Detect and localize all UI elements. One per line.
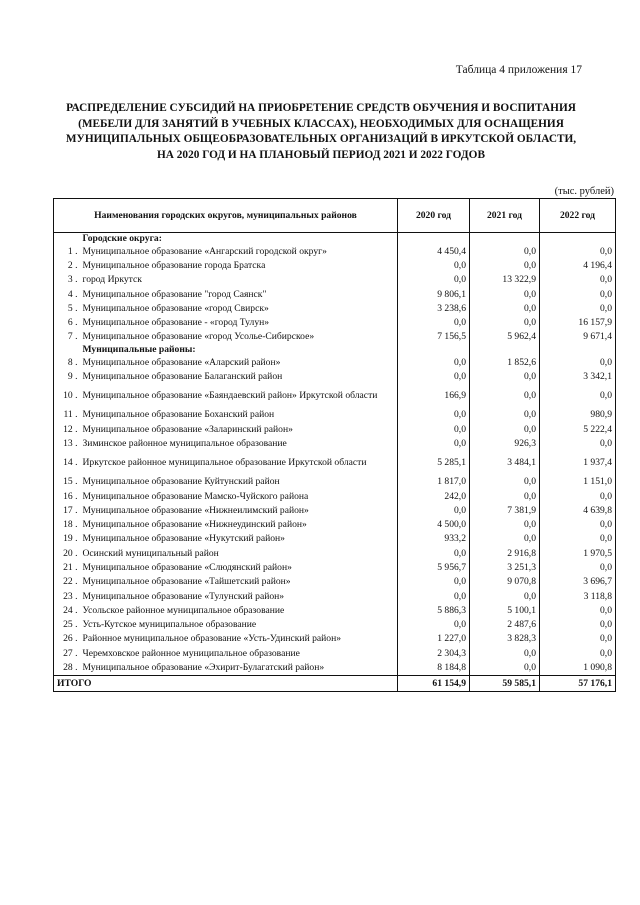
title-line: НА 2020 ГОД И НА ПЛАНОВЫЙ ПЕРИОД 2021 И 2022 ГОДОВ — [157, 148, 485, 161]
table-row — [54, 575, 616, 589]
row-name: Муниципальное образование «город Свирск» — [80, 301, 398, 315]
section-empty — [470, 233, 540, 245]
row-name: Осинский муниципальный район — [80, 546, 398, 560]
total-row — [54, 675, 616, 691]
row-number-text: 9 — [67, 371, 73, 383]
table-row — [54, 355, 616, 369]
value-2020: 0,0 — [398, 315, 470, 329]
value-2022: 0,0 — [540, 517, 616, 531]
row-name: Усть-Кутское муниципальное образование — [80, 618, 398, 632]
row-number-text: 26 — [63, 633, 73, 645]
row-name: Муниципальное образование «Тулунский район» — [80, 589, 398, 603]
section-title: Муниципальные районы: — [80, 344, 398, 355]
column-header-2021: 2021 год — [470, 199, 540, 233]
row-number — [54, 330, 80, 344]
row-number-text: 8 — [67, 356, 73, 368]
row-name: Усольское районное муниципальное образование — [80, 603, 398, 617]
table-row — [54, 408, 616, 422]
row-number — [54, 632, 80, 646]
value-2021: 0,0 — [470, 408, 540, 422]
value-2020: 1 817,0 — [398, 475, 470, 489]
value-2020: 4 450,4 — [398, 244, 470, 258]
value-2022: 0,0 — [540, 618, 616, 632]
total-2020: 61 154,9 — [398, 675, 470, 691]
appendix-note: Таблица 4 приложения 17 — [455, 64, 582, 76]
row-number-text: 10 — [63, 390, 73, 402]
row-number-dot: . — [72, 476, 78, 488]
row-name: Муниципальное образование «Тайшетский район» — [80, 575, 398, 589]
table-row — [54, 273, 616, 287]
total-2021: 59 585,1 — [470, 675, 540, 691]
value-2022: 5 222,4 — [540, 422, 616, 436]
row-number — [54, 273, 80, 287]
value-2022: 0,0 — [540, 355, 616, 369]
row-name: Муниципальное образование «Эхирит-Булагатский район» — [80, 660, 398, 675]
table-row — [54, 603, 616, 617]
value-2022: 0,0 — [540, 532, 616, 546]
value-2022: 0,0 — [540, 489, 616, 503]
value-2021: 5 100,1 — [470, 603, 540, 617]
row-number-dot: . — [72, 604, 78, 616]
value-2022: 1 937,4 — [540, 451, 616, 475]
row-number-text: 16 — [63, 490, 73, 502]
row-name: Муниципальное образование - «город Тулун» — [80, 315, 398, 329]
row-number — [54, 532, 80, 546]
table-row — [54, 384, 616, 408]
value-2022: 3 118,8 — [540, 589, 616, 603]
value-2021: 0,0 — [470, 369, 540, 383]
row-number-text: 21 — [63, 561, 73, 573]
value-2020: 0,0 — [398, 503, 470, 517]
value-2020: 5 956,7 — [398, 560, 470, 574]
row-name: Муниципальное образование «город Усолье-Сибирское» — [80, 330, 398, 344]
value-2021: 0,0 — [470, 589, 540, 603]
row-number-text: 1 — [67, 245, 73, 257]
section-row — [54, 344, 616, 355]
row-number-dot: . — [72, 302, 78, 314]
value-2022: 0,0 — [540, 560, 616, 574]
row-number-text: 4 — [67, 288, 73, 300]
row-name: Муниципальное образование "город Саянск" — [80, 287, 398, 301]
row-number — [54, 503, 80, 517]
column-header-2022: 2022 год — [540, 199, 616, 233]
row-name: Муниципальное образование «Баяндаевский район» Иркутской области — [80, 384, 398, 408]
value-2020: 0,0 — [398, 618, 470, 632]
value-2022: 4 196,4 — [540, 258, 616, 272]
value-2022: 0,0 — [540, 603, 616, 617]
table-row — [54, 422, 616, 436]
row-number-dot: . — [72, 519, 78, 531]
row-number-dot: . — [72, 423, 78, 435]
row-number-text: 12 — [63, 423, 73, 435]
title-line: (МЕБЕЛИ ДЛЯ ЗАНЯТИЙ В УЧЕБНЫХ КЛАССАХ), НЕОБХОДИМЫХ ДЛЯ ОСНАЩЕНИЯ — [78, 117, 564, 130]
row-number-dot: . — [72, 590, 78, 602]
row-number-text: 17 — [63, 504, 73, 516]
section-empty — [398, 233, 470, 245]
row-number-text: 23 — [63, 590, 73, 602]
section-empty — [540, 233, 616, 245]
row-name: Муниципальное образование города Братска — [80, 258, 398, 272]
row-number — [54, 517, 80, 531]
row-number — [54, 436, 80, 450]
value-2021: 13 322,9 — [470, 273, 540, 287]
row-number — [54, 489, 80, 503]
section-title: Городские округа: — [80, 233, 398, 245]
row-name: Муниципальное образование «Нукутский район» — [80, 532, 398, 546]
value-2020: 0,0 — [398, 546, 470, 560]
row-number-dot: . — [72, 390, 78, 402]
row-number — [54, 301, 80, 315]
table-row — [54, 244, 616, 258]
value-2021: 0,0 — [470, 646, 540, 660]
value-2021: 0,0 — [470, 532, 540, 546]
value-2022: 1 151,0 — [540, 475, 616, 489]
value-2020: 9 806,1 — [398, 287, 470, 301]
row-number-text: 27 — [63, 647, 73, 659]
row-name: Муниципальное образование «Аларский район» — [80, 355, 398, 369]
row-name: город Иркутск — [80, 273, 398, 287]
value-2020: 933,2 — [398, 532, 470, 546]
column-header-name: Наименования городских округов, муниципальных районов — [54, 199, 398, 233]
row-number-text: 11 — [63, 409, 73, 421]
value-2021: 1 852,6 — [470, 355, 540, 369]
value-2020: 1 227,0 — [398, 632, 470, 646]
section-empty — [470, 344, 540, 355]
value-2021: 9 070,8 — [470, 575, 540, 589]
table-row — [54, 546, 616, 560]
value-2021: 5 962,4 — [470, 330, 540, 344]
value-2020: 0,0 — [398, 258, 470, 272]
subsidy-table — [53, 198, 616, 692]
table-row — [54, 532, 616, 546]
value-2022: 9 671,4 — [540, 330, 616, 344]
row-number-text: 7 — [67, 331, 73, 343]
section-empty — [540, 344, 616, 355]
table-row — [54, 451, 616, 475]
value-2021: 2 487,6 — [470, 618, 540, 632]
row-name: Муниципальное образование «Ангарский городской округ» — [80, 244, 398, 258]
value-2020: 5 886,3 — [398, 603, 470, 617]
value-2021: 0,0 — [470, 517, 540, 531]
row-number-dot: . — [72, 371, 78, 383]
table-row — [54, 475, 616, 489]
row-number-dot: . — [72, 633, 78, 645]
row-number-text: 20 — [63, 547, 73, 559]
row-number — [54, 315, 80, 329]
row-number — [54, 589, 80, 603]
section-spacer — [54, 344, 80, 355]
table-row — [54, 258, 616, 272]
row-number — [54, 618, 80, 632]
units-note: (тыс. рублей) — [554, 186, 614, 197]
value-2020: 0,0 — [398, 575, 470, 589]
row-number-text: 13 — [63, 437, 73, 449]
value-2022: 3 342,1 — [540, 369, 616, 383]
document-title — [54, 101, 588, 163]
row-name: Муниципальное образование «Слюдянский район» — [80, 560, 398, 574]
section-empty — [398, 344, 470, 355]
row-number — [54, 475, 80, 489]
row-number-dot: . — [72, 437, 78, 449]
row-number-dot: . — [72, 576, 78, 588]
row-number-dot: . — [72, 647, 78, 659]
row-name: Муниципальное образование Куйтунский район — [80, 475, 398, 489]
table-row — [54, 287, 616, 301]
value-2021: 0,0 — [470, 384, 540, 408]
table-row — [54, 330, 616, 344]
row-number-dot: . — [72, 259, 78, 271]
value-2021: 2 916,8 — [470, 546, 540, 560]
table-row — [54, 369, 616, 383]
table-row — [54, 436, 616, 450]
row-number — [54, 660, 80, 675]
row-name: Муниципальное образование Мамско-Чуйского района — [80, 489, 398, 503]
value-2021: 3 484,1 — [470, 451, 540, 475]
row-number-dot: . — [72, 619, 78, 631]
value-2022: 4 639,8 — [540, 503, 616, 517]
row-number — [54, 244, 80, 258]
row-number-text: 22 — [63, 576, 73, 588]
row-number-dot: . — [72, 547, 78, 559]
value-2022: 1 970,5 — [540, 546, 616, 560]
row-number-text: 15 — [63, 476, 73, 488]
value-2020: 2 304,3 — [398, 646, 470, 660]
row-number-dot: . — [72, 457, 78, 469]
row-number-dot: . — [72, 288, 78, 300]
value-2022: 0,0 — [540, 301, 616, 315]
table-body — [54, 233, 616, 692]
value-2021: 926,3 — [470, 436, 540, 450]
row-number — [54, 451, 80, 475]
value-2022: 980,9 — [540, 408, 616, 422]
value-2020: 0,0 — [398, 369, 470, 383]
table-row — [54, 503, 616, 517]
title-line: МУНИЦИПАЛЬНЫХ ОБЩЕОБРАЗОВАТЕЛЬНЫХ ОРГАНИЗАЦИЙ В ИРКУТСКОЙ ОБЛАСТИ, — [65, 133, 577, 145]
table-row — [54, 660, 616, 675]
row-name: Иркутское районное муниципальное образование Иркутской области — [80, 451, 398, 475]
table-row — [54, 517, 616, 531]
value-2020: 0,0 — [398, 436, 470, 450]
row-number-dot: . — [72, 533, 78, 545]
value-2021: 0,0 — [470, 475, 540, 489]
value-2022: 0,0 — [540, 273, 616, 287]
value-2021: 7 381,9 — [470, 503, 540, 517]
row-name: Муниципальное образование «Нижнеилимский район» — [80, 503, 398, 517]
total-label: ИТОГО — [54, 675, 398, 691]
table-row — [54, 560, 616, 574]
row-number-text: 25 — [63, 619, 73, 631]
row-number — [54, 258, 80, 272]
row-number-dot: . — [72, 245, 78, 257]
row-name: Муниципальное образование Балаганский район — [80, 369, 398, 383]
value-2022: 16 157,9 — [540, 315, 616, 329]
value-2020: 242,0 — [398, 489, 470, 503]
row-number-dot: . — [72, 662, 78, 674]
value-2022: 0,0 — [540, 646, 616, 660]
table-row — [54, 632, 616, 646]
value-2020: 0,0 — [398, 355, 470, 369]
row-number — [54, 603, 80, 617]
row-number-dot: . — [72, 504, 78, 516]
value-2021: 0,0 — [470, 315, 540, 329]
value-2022: 1 090,8 — [540, 660, 616, 675]
value-2022: 0,0 — [540, 632, 616, 646]
title-line: РАСПРЕДЕЛЕНИЕ СУБСИДИЙ НА ПРИОБРЕТЕНИЕ СРЕДСТВ ОБУЧЕНИЯ И ВОСПИТАНИЯ — [66, 102, 576, 114]
value-2020: 0,0 — [398, 589, 470, 603]
value-2022: 0,0 — [540, 287, 616, 301]
table-row — [54, 646, 616, 660]
table-header-row — [54, 199, 616, 233]
section-spacer — [54, 233, 80, 245]
row-number-text: 14 — [63, 457, 73, 469]
value-2020: 5 285,1 — [398, 451, 470, 475]
row-number — [54, 560, 80, 574]
row-number-text: 3 — [67, 274, 73, 286]
value-2022: 3 696,7 — [540, 575, 616, 589]
row-number-text: 28 — [63, 662, 73, 674]
table-row — [54, 301, 616, 315]
row-number-dot: . — [72, 490, 78, 502]
row-number-dot: . — [72, 331, 78, 343]
value-2020: 0,0 — [398, 408, 470, 422]
value-2020: 8 184,8 — [398, 660, 470, 675]
value-2020: 166,9 — [398, 384, 470, 408]
row-number-text: 19 — [63, 533, 73, 545]
value-2021: 0,0 — [470, 258, 540, 272]
table-row — [54, 315, 616, 329]
row-name: Муниципальное образование Боханский район — [80, 408, 398, 422]
value-2022: 0,0 — [540, 384, 616, 408]
value-2020: 3 238,6 — [398, 301, 470, 315]
row-number — [54, 575, 80, 589]
value-2021: 0,0 — [470, 422, 540, 436]
value-2020: 0,0 — [398, 273, 470, 287]
value-2022: 0,0 — [540, 436, 616, 450]
value-2021: 0,0 — [470, 301, 540, 315]
value-2020: 7 156,5 — [398, 330, 470, 344]
row-name: Муниципальное образование «Нижнеудинский район» — [80, 517, 398, 531]
table-row — [54, 489, 616, 503]
value-2020: 0,0 — [398, 422, 470, 436]
row-number — [54, 646, 80, 660]
row-number — [54, 369, 80, 383]
row-number-text: 18 — [63, 519, 73, 531]
value-2021: 0,0 — [470, 489, 540, 503]
row-number-text: 5 — [67, 302, 73, 314]
row-number-dot: . — [72, 356, 78, 368]
column-header-2020: 2020 год — [398, 199, 470, 233]
row-number — [54, 546, 80, 560]
table-row — [54, 589, 616, 603]
row-name: Районное муниципальное образование «Усть-Удинский район» — [80, 632, 398, 646]
section-row — [54, 233, 616, 245]
row-number — [54, 355, 80, 369]
row-number-dot: . — [72, 317, 78, 329]
value-2021: 0,0 — [470, 660, 540, 675]
row-number-dot: . — [72, 274, 78, 286]
value-2021: 0,0 — [470, 287, 540, 301]
value-2020: 4 500,0 — [398, 517, 470, 531]
row-number-text: 6 — [67, 317, 73, 329]
row-number-text: 24 — [63, 604, 73, 616]
row-number-text: 2 — [67, 259, 73, 271]
row-name: Муниципальное образование «Заларинский район» — [80, 422, 398, 436]
row-name: Черемховское районное муниципальное образование — [80, 646, 398, 660]
row-name: Зиминское районное муниципальное образование — [80, 436, 398, 450]
row-number-dot: . — [72, 409, 78, 421]
value-2021: 3 251,3 — [470, 560, 540, 574]
value-2022: 0,0 — [540, 244, 616, 258]
row-number — [54, 408, 80, 422]
table-row — [54, 618, 616, 632]
row-number-dot: . — [72, 561, 78, 573]
value-2021: 0,0 — [470, 244, 540, 258]
row-number — [54, 422, 80, 436]
total-2022: 57 176,1 — [540, 675, 616, 691]
value-2021: 3 828,3 — [470, 632, 540, 646]
row-number — [54, 287, 80, 301]
row-number — [54, 384, 80, 408]
